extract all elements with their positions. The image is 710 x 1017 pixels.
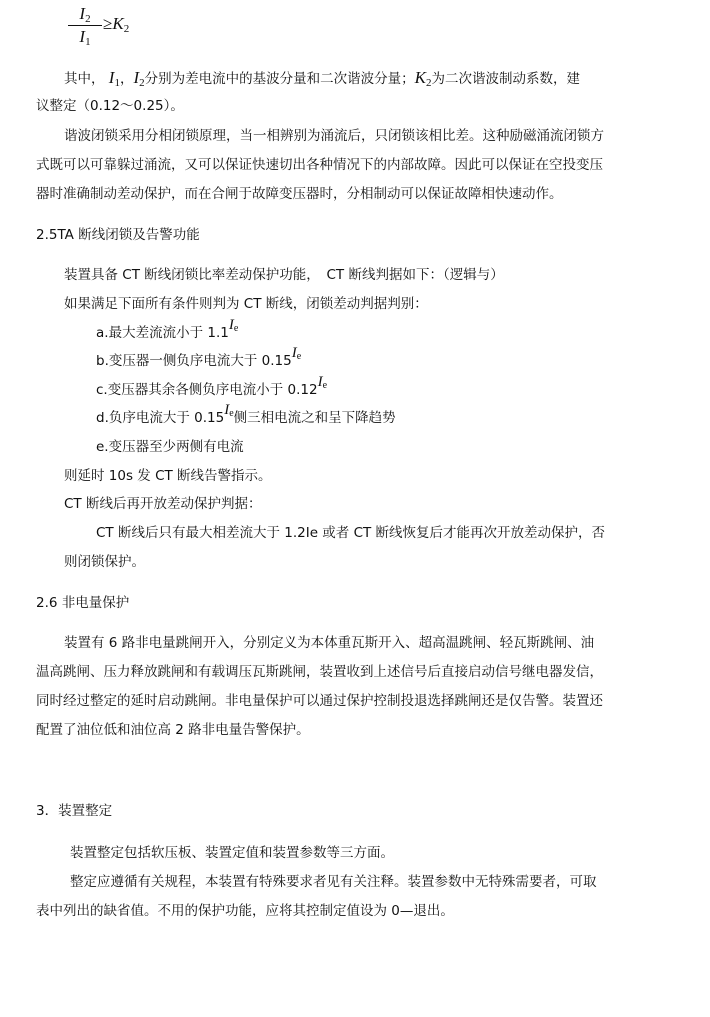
harmonic-line-3: 器时准确制动差动保护，而在合闸于故障变压器时，分相制动可以保证故障相快速动作。 — [36, 186, 563, 202]
ct-condition-c: c.变压器其余各侧负序电流小于 $0.12I_e$ — [96, 374, 328, 398]
definition-line-2: 议整定（0.12～0.25）。 — [36, 98, 184, 114]
ct-condition-b: b.变压器一侧负序电流大于 $0.15I_e$ — [96, 345, 302, 369]
definition-line-1: 其中， $I_1$，$I_2$分别为差电流中的基波分量和二次谐波分量；$K_2$为二次谐波制动系数，建 — [64, 68, 580, 89]
harmonic-line-1: 谐波闭锁采用分相闭锁原理，当一相辨别为涌流后，只闭锁该相比差。这种励磁涌流闭锁方 — [64, 128, 604, 144]
ct-condition-d: d.负序电流大于 $0.15I_e$侧三相电流之和呈下降趋势 — [96, 402, 396, 426]
formula-rhs: $\ge K_2$ — [103, 14, 130, 35]
ct-intro: 装置具备 CT 断线闭锁比率差动保护功能， CT 断线判据如下：（逻辑与） — [64, 267, 504, 283]
fraction-bar — [68, 25, 102, 26]
settings-line-3: 表中列出的缺省值。不用的保护功能，应将其控制定值设为 0—退出。 — [36, 903, 454, 919]
nonelectric-line-1: 装置有 6 路非电量跳闸开入，分别定义为本体重瓦斯开入、超高温跳闸、轻瓦斯跳闸、油 — [64, 635, 595, 651]
ct-condition-e: e.变压器至少两侧有电流 — [96, 439, 244, 455]
nonelectric-line-4: 配置了油位低和油位高 2 路非电量告警保护。 — [36, 722, 310, 738]
fraction-numerator: $I_2$ — [79, 4, 91, 25]
section-heading-2-5: 2.5TA 断线闭锁及告警功能 — [36, 227, 200, 243]
ct-condition-a: a.最大差流流小于 $1.1I_e$ — [96, 317, 239, 341]
ct-reopen-line-1: CT 断线后只有最大相差流大于 1.2Ie 或者 CT 断线恢复后才能再次开放差动保护，否 — [96, 525, 606, 541]
fraction — [68, 4, 102, 47]
settings-line-2: 整定应遵循有关规程，本装置有特殊要求者见有关注释。装置参数中无特殊需要者，可取 — [70, 874, 597, 890]
fraction-denominator: $I_1$ — [79, 27, 91, 48]
harmonic-line-2: 式既可以可靠躲过涌流，又可以保证快速切出各种情况下的内部故障。因此可以保证在空投变压 — [36, 157, 603, 173]
ct-reopen-line-2: 则闭锁保护。 — [64, 554, 145, 570]
nonelectric-line-3: 同时经过整定的延时启动跳闸。非电量保护可以通过保护控制投退选择跳闸还是仅告警。装置还 — [36, 693, 603, 709]
section-heading-3: 3．装置整定 — [36, 803, 113, 819]
ct-reopen-title: CT 断线后再开放差动保护判据： — [64, 496, 262, 512]
ct-condition-intro: 如果满足下面所有条件则判为 CT 断线，闭锁差动判据判别： — [64, 296, 428, 312]
settings-line-1: 装置整定包括软压板、装置定值和装置参数等三方面。 — [70, 845, 394, 861]
nonelectric-line-2: 温高跳闸、压力释放跳闸和有载调压瓦斯跳闸，装置收到上述信号后直接启动信号继电器发信， — [36, 664, 603, 680]
ct-alarm: 则延时 10s 发 CT 断线告警指示。 — [64, 468, 272, 484]
section-heading-2-6: 2.6 非电量保护 — [36, 595, 130, 611]
